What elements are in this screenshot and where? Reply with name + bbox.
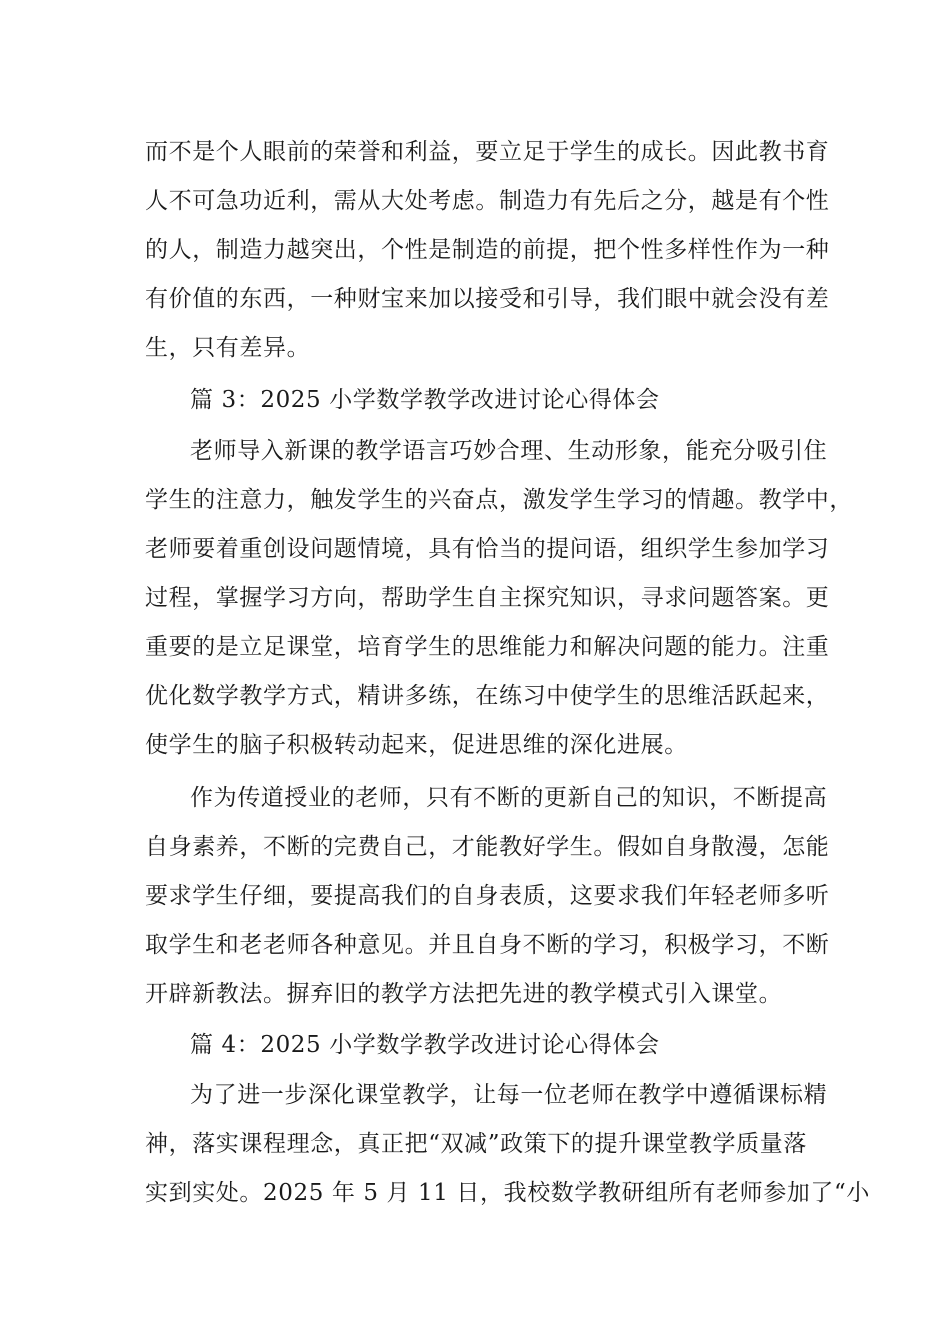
paragraph-3-line-1: 作为传道授业的老师，只有不断的更新自己的知识，不断提高	[190, 785, 828, 811]
paragraph-3-line-4: 取学生和老老师各种意见。并且自身不断的学习，积极学习，不断	[145, 932, 830, 958]
paragraph-2-line-2: 学生的注意力，触发学生的兴奋点，激发学生学习的情趣。教学中，	[145, 487, 853, 513]
paragraph-1-line-3: 的人，制造力越突出，个性是制造的前提，把个性多样性作为一种	[145, 237, 830, 263]
paragraph-2-line-5: 重要的是立足课堂，培育学生的思维能力和解决问题的能力。注重	[145, 634, 830, 660]
paragraph-2-line-6: 优化数学教学方式，精讲多练，在练习中使学生的思维活跃起来，	[145, 683, 830, 709]
paragraph-2-line-3: 老师要着重创设问题情境，具有恰当的提问语，组织学生参加学习	[145, 536, 830, 562]
paragraph-1-line-4: 有价值的东西，一种财宝来加以接受和引导，我们眼中就会没有差	[145, 286, 830, 312]
paragraph-4-line-3: 实到实处。2025 年 5 月 11 日，我校数学教研组所有老师参加了“小	[145, 1180, 870, 1206]
section-heading-3: 篇 3：2025 小学数学教学改进讨论心得体会	[190, 387, 660, 413]
paragraph-2-line-7: 使学生的脑子积极转动起来，促进思维的深化进展。	[145, 732, 688, 758]
paragraph-3-line-5: 开辟新教法。摒弃旧的教学方法把先进的教学模式引入课堂。	[145, 981, 783, 1007]
paragraph-3-line-3: 要求学生仔细，要提高我们的自身表质，这要求我们年轻老师多听	[145, 883, 830, 909]
paragraph-4-line-2: 神，落实课程理念，真正把“双减”政策下的提升课堂教学质量落	[145, 1131, 807, 1157]
paragraph-1-line-1: 而不是个人眼前的荣誉和利益，要立足于学生的成长。因此教书育	[145, 139, 830, 165]
paragraph-1-line-2: 人不可急功近利，需从大处考虑。制造力有先后之分，越是有个性	[145, 188, 830, 214]
paragraph-3-line-2: 自身素养，不断的完费自己，才能教好学生。假如自身散漫，怎能	[145, 834, 830, 860]
section-heading-4: 篇 4：2025 小学数学教学改进讨论心得体会	[190, 1032, 660, 1058]
paragraph-4-line-1: 为了进一步深化课堂教学，让每一位老师在教学中遵循课标精	[190, 1082, 828, 1108]
paragraph-2-line-1: 老师导入新课的教学语言巧妙合理、生动形象，能充分吸引住	[190, 438, 828, 464]
paragraph-1-line-5: 生，只有差异。	[145, 335, 311, 361]
paragraph-2-line-4: 过程，掌握学习方向，帮助学生自主探究知识，寻求问题答案。更	[145, 585, 830, 611]
